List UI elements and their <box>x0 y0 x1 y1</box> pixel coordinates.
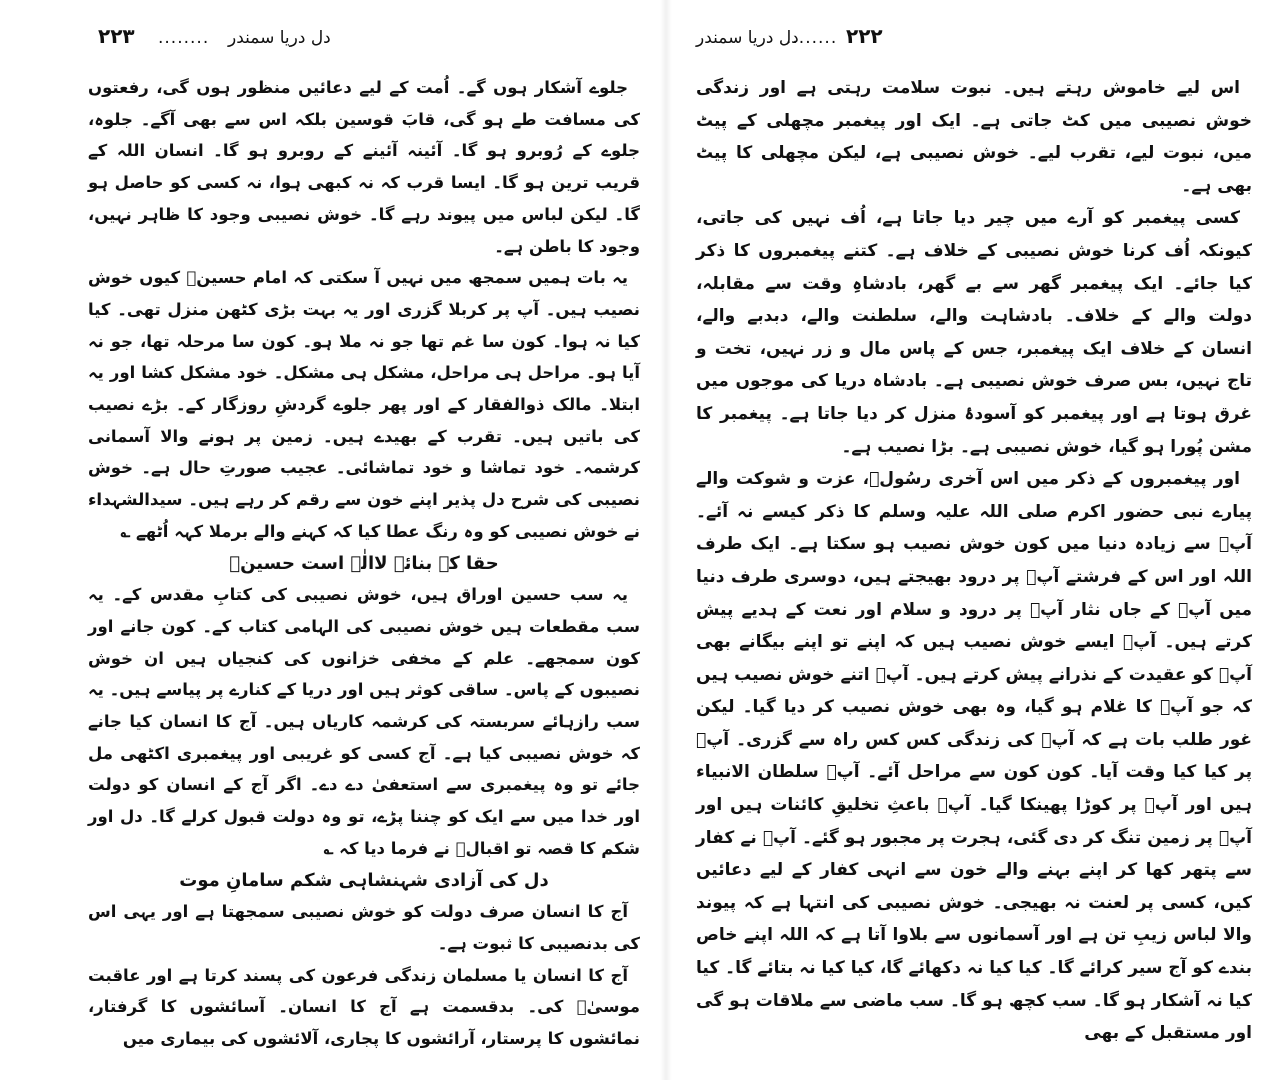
right-page <box>696 22 1252 1072</box>
left-paragraph-1: جلوے آشکار ہوں گے۔ اُمت کے لیے دعائیں منظور ہوں گی، رفعتوں کی مسافت طے ہو گی، قابَ قوسین بلکہ اس سے بھی آگے۔ جلوہ، جلوے کے رُوبرو ہو گا۔ آئینہ آئینے کے روبرو ہو گا۔ انسان اللہ کے قریب ترین ہو گا۔ ایسا قرب کہ نہ کبھی ہوا، نہ کسی کو حاصل ہو گا۔ لیکن لباس میں پیوند رہے گا۔ خوش نصیبی وجود کا ظاہر نہیں، وجود کا باطن ہے۔ <box>88 78 640 256</box>
left-body-text <box>88 72 640 1055</box>
right-paragraph-2: کسی پیغمبر کو آرے میں چیر دیا جاتا ہے، اُف نہیں کی جاتی، کیونکہ اُف کرنا خوش نصیبی کے خلاف ہے۔ کتنے پیغمبروں کا ذکر کیا جائے۔ ایک پیغمبر گھر سے بے گھر، بادشاہِ وقت سے مقابلہ، دولت والے کے خلاف۔ بادشاہت والے، سلطنت والے، دبدبے والے، انسان کے خلاف ایک پیغمبر، جس کے پاس مال و زر نہیں، تخت و تاج نہیں، بس صرف خوش نصیبی ہے۔ بادشاہ دریا کی موجوں میں غرق ہوتا ہے اور پیغمبر کو آسودۂ منزل کر دیا جاتا ہے۔ پیغمبر کا مشن پُورا ہو گیا، خوش نصیبی ہے۔ بڑا نصیب ہے۔ <box>696 208 1252 457</box>
page-gutter <box>660 0 672 1080</box>
left-paragraph-5: آج کا انسان یا مسلمان زندگی فرعون کی پسند کرتا ہے اور عاقبت موسیٰؑ کی۔ بدقسمت ہے آج کا انسان۔ آسائشوں کا گرفتار، نمائشوں کا پرستار، آرائشوں کا پجاری، آلائشوں کی بیماری میں <box>88 965 640 1049</box>
left-paragraph-4: آج کا انسان صرف دولت کو خوش نصیبی سمجھتا ہے اور یہی اس کی بدنصیبی کا ثبوت ہے۔ <box>88 902 640 953</box>
right-paragraph-1: اس لیے خاموش رہتے ہیں۔ نبوت سلامت رہتی ہے اور زندگی خوش نصیبی میں کٹ جاتی ہے۔ ایک اور پیغمبر مچھلی کے پیٹ میں، نبوت لیے، تقرب لیے۔ خوش نصیبی ہے، لیکن مچھلی کا پیٹ بھی ہے۔ <box>696 78 1252 196</box>
right-head-dots: ........ <box>786 28 838 48</box>
left-running-head <box>88 22 640 62</box>
left-head-title: دل دریا سمندر <box>228 28 331 48</box>
right-page-number: ۲۲۲ <box>846 24 883 48</box>
right-paragraph-3: اور پیغمبروں کے ذکر میں اس آخری رسُولؐ، عزت و شوکت والے پیارے نبی حضور اکرم صلی اللہ علیہ وسلم کا ذکر کیسے نہ آئے۔ آپؐ سے زیادہ دنیا میں کون خوش نصیب ہو سکتا ہے۔ ایک طرف اللہ اور اس کے فرشتے آپؐ پر درود بھیجتے ہیں، دوسری طرف دنیا میں آپؐ کے جاں نثار آپؐ پر درود و سلام اور نعت کے ہدیے پیش کرتے ہیں۔ آپؐ ایسے خوش نصیب ہیں کہ اپنے تو اپنے بیگانے بھی آپؐ کو عقیدت کے نذرانے پیش کرتے ہیں۔ آپؐ اتنے خوش نصیب ہیں کہ جو آپؐ کا غلام ہو گیا، وہ بھی خوش نصیب کر دیا گیا۔ لیکن غور طلب بات ہے کہ آپؐ کی زندگی کس کس راہ سے گزری۔ آپؐ پر کیا کیا وقت آیا۔ کون کون سے مراحل آئے۔ آپؐ سلطان الانبیاء ہیں اور آپؐ پر کوڑا پھینکا گیا۔ آپؐ باعثِ تخلیقِ کائنات ہیں اور آپؐ پر زمین تنگ کر دی گئی، ہجرت پر مجبور ہو گئے۔ آپؐ نے کفار سے پتھر کھا کر اپنے بہنے والے خون سے انہی کفار کے لیے دعائیں کیں، کسی پر لعنت نہ بھیجی۔ خوش نصیبی کی انتہا ہے کہ پیوند والا لباس زیبِ تن ہے اور آسمانوں سے بلاوا آتا ہے کہ اللہ اپنے خاص بندے کو آج سیر کرائے گا۔ کیا کیا نہ دکھائے گا، کیا کیا نہ بتائے گا۔ کیا کیا نہ آشکار ہو گا۔ سب کچھ ہو گا۔ سب ماضی سے ملاقات ہو گی اور مستقبل کے بھی <box>696 469 1252 1044</box>
left-paragraph-2: یہ بات ہمیں سمجھ میں نہیں آ سکتی کہ امام حسینؑ کیوں خوش نصیب ہیں۔ آپ پر کربلا گزری اور یہ بہت بڑی کٹھن منزل تھی۔ کیا کیا نہ ہوا۔ کون سا غم تھا جو نہ ملا ہو۔ کون سا مرحلہ تھا، جو نہ آیا ہو۔ مراحل ہی مراحل، مشکل ہی مشکل۔ خود مشکل کشا اور یہ ابتلا۔ مالک ذوالفقار کے اور پھر جلوے گردشِ روزگار کے۔ بڑے نصیب کی باتیں ہیں۔ تقرب کے بھیدے ہیں۔ زمین پر ہونے والا آسمانی کرشمہ۔ خود تماشا و خود تماشائی۔ عجیب صورتِ حال ہے۔ خوش نصیبی کی شرح دل پذیر اپنے خون سے رقم کر رہے ہیں۔ سیدالشہداء نے خوش نصیبی کو وہ رنگ عطا کیا کہ کہنے والے برملا کہہ اُٹھے ؎ <box>88 268 640 541</box>
left-verse-1: حقا کہ بنائے لاالٰہ است حسینؑ <box>229 552 499 574</box>
left-verse-2: دل کی آزادی شہنشاہی شکم سامانِ موت <box>179 869 549 891</box>
right-head-title: دل دریا سمندر <box>696 28 799 48</box>
left-head-dots: ........ <box>158 28 210 48</box>
right-body-text <box>696 72 1252 1050</box>
left-page-number: ۲۲۳ <box>98 24 135 48</box>
right-running-head <box>696 22 1252 62</box>
left-paragraph-3: یہ سب حسین اوراق ہیں، خوش نصیبی کی کتابِ مقدس کے۔ یہ سب مقطعات ہیں خوش نصیبی کی الہامی کتاب کے۔ کون جانے اور کون سمجھے۔ علم کے مخفی خزانوں کی کنجیاں ہیں ان خوش نصیبوں کے پاس۔ ساقی کوثر ہیں اور دریا کے کنارے پر پیاسے ہیں۔ یہ سب رازہائے سربستہ کی کرشمہ کاریاں ہیں۔ آج کا انسان کیا جانے کہ خوش نصیبی کیا ہے۔ آج کسی کو غریبی اور پیغمبری اکٹھی مل جائے تو وہ پیغمبری سے استعفیٰ دے دے۔ اگر آج کے انسان کو دولت اور خدا میں سے ایک کو چننا پڑے، تو وہ دولت قبول کرلے گا۔ دل اور شکم کا قصہ تو اقبالؒ نے فرما دیا کہ ؎ <box>88 585 640 858</box>
left-page <box>88 22 640 1072</box>
